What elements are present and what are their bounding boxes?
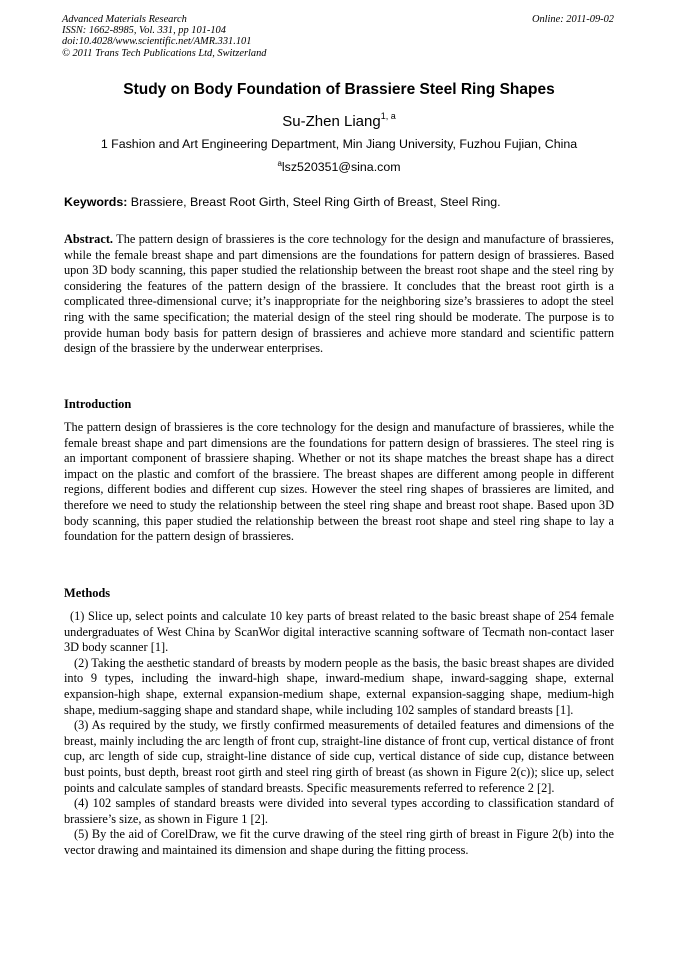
- issn-line: ISSN: 1662-8985, Vol. 331, pp 101-104: [62, 25, 226, 37]
- methods-paragraph-5: (5) By the aid of CorelDraw, we fit the curve drawing of the steel ring girth of breast in Figure 2(b) into the vector drawing and maintained its dimension and shape during the fitting process.: [64, 827, 614, 857]
- affiliation: 1 Fashion and Art Engineering Department, Min Jiang University, Fuzhou Fujian, China: [100, 137, 578, 151]
- paper-title: Study on Body Foundation of Brassiere Steel Ring Shapes: [123, 81, 555, 98]
- methods-paragraph-2: (2) Taking the aesthetic standard of breasts by modern people as the basis, the basic breast shapes are divided into 9 types, including the inward-high shape, inward-medium shape, inward-sagging shape, external expansion-high shape, external expansion-medium shape, external expansion-sagging shape, medium-high shape, medium-sagging shape and standard shape, while including 102 samples of standard breasts [1].: [64, 655, 614, 717]
- abstract-text: The pattern design of brassieres is the core technology for the design and manufacture of brassieres, while the female breast shape and part dimensions are the foundations for pattern design of brassieres. Based upon 3D body scanning, this paper studied the relationship between the breast root shape and the steel ring by considering the features of the pattern design of the brassiere. It concludes that the breast root girth is a complicated three-dimensional curve; it’s inappropriate for the neighboring size’s brassieres to adopt the steel ring with the same specification; the material design of the steel ring should be moderate. The purpose is to provide human body basis for pattern design of brassieres and achieve more standard and scientific pattern design of the brassiere by the underwear enterprises.: [64, 232, 614, 356]
- methods-paragraph-1: (1) Slice up, select points and calculate 10 key parts of breast related to the basic breast shape of 254 female undergraduates of West China by ScanWor digital interactive scanning software of Tecmath non-contact laser 3D body scanner [1].: [64, 609, 614, 655]
- methods-paragraph-4: (4) 102 samples of standard breasts were divided into several types according to classification standard of brassiere’s size, as shown in Figure 1 [2].: [64, 796, 614, 826]
- abstract-label: Abstract.: [64, 232, 114, 246]
- journal-name: Advanced Materials Research: [62, 14, 187, 25]
- keywords-text: Brassiere, Breast Root Girth, Steel Ring Girth of Breast, Steel Ring.: [127, 195, 501, 209]
- email-line: [0, 160, 678, 175]
- introduction-text: The pattern design of brassieres is the core technology for the design and manufacture of brassieres, while the female breast shape and part dimensions are the foundations for pattern design of brassieres. The steel ring is an important component of brassiere shaping. Whether or not its shape matches the breast shape has a direct impact on the plastic and comfort of the brassiere. The breast shapes are different among people in different regions, different bodies and different cup sizes. However the steel ring shapes of brassieres are limited, and therefore we need to study the relationship between the steel ring shape and breast root shape. Based upon 3D body scanning, this paper studied the relationship between the breast root shape and steel ring shape to lay a foundation for the pattern design of brassieres.: [64, 420, 614, 544]
- introduction-heading: Introduction: [64, 397, 132, 411]
- abstract: [64, 232, 614, 357]
- methods-paragraph-3: (3) As required by the study, we firstly confirmed measurements of detailed features and dimensions of the breast, mainly including the arc length of front cup, straight-line distance of front cup, vertical distance of front cup, arc length of side cup, straight-line distance of side cup, vertical distance of side cup, distance between bust points, bust depth, breast root girth and steel ring girth of breast (as shown in Figure 2(c)); slice up, select points and calculate samples of standard breasts. Specific measurements referred to reference 2 [2].: [64, 718, 614, 795]
- methods-section: [64, 609, 614, 859]
- journal-info: [62, 14, 266, 59]
- online-date: Online: 2011-09-02: [531, 14, 614, 25]
- author-line: [0, 113, 678, 131]
- keywords-label: Keywords:: [64, 195, 128, 209]
- author-superscript: 1, a: [380, 111, 396, 121]
- author-name: Su-Zhen Liang: [282, 113, 381, 130]
- email-address: lsz520351@sina.com: [281, 160, 401, 174]
- methods-heading: Methods: [64, 586, 111, 600]
- email-superscript: a: [277, 159, 282, 168]
- doi-line: doi:10.4028/www.scientific.net/AMR.331.101: [62, 36, 252, 48]
- keywords: [64, 195, 616, 210]
- copyright-line: © 2011 Trans Tech Publications Ltd, Switzerland: [62, 47, 267, 59]
